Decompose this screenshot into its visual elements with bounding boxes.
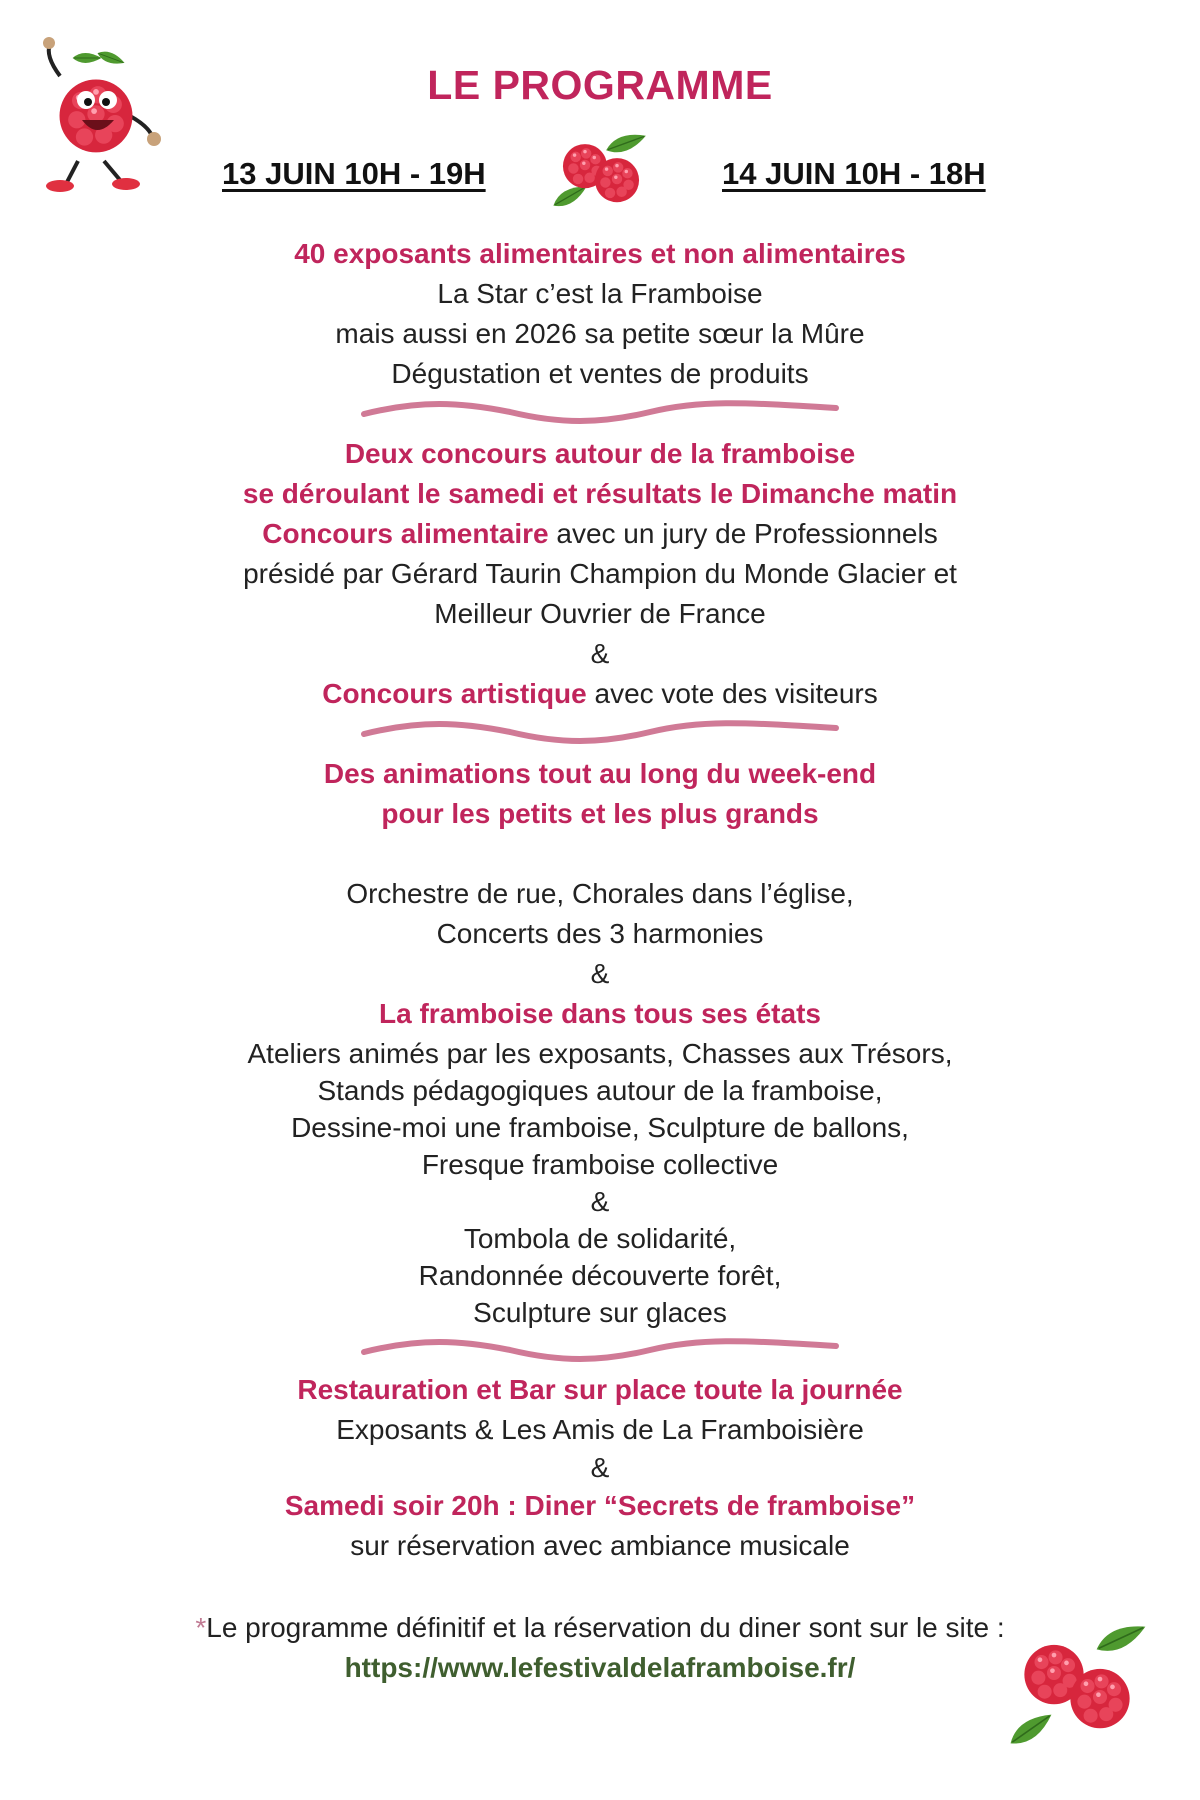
dinner-heading: Samedi soir 20h : Diner “Secrets de framboise” xyxy=(284,1490,916,1521)
text-line: sur réservation avec ambiance musicale xyxy=(350,1530,850,1561)
text-line: Fresque framboise collective xyxy=(421,1149,779,1180)
text-line: Stands pédagogiques autour de la framboise, xyxy=(317,1075,883,1106)
text-line: Meilleur Ouvrier de France xyxy=(434,598,766,629)
text-line: Exposants & Les Amis de La Framboisière xyxy=(336,1414,864,1445)
text-line: Sculpture sur glaces xyxy=(473,1297,727,1328)
raspberries-icon xyxy=(1005,1620,1155,1750)
asterisk: * xyxy=(195,1612,207,1643)
text-line: La Star c’est la Framboise xyxy=(437,278,763,309)
text-line: mais aussi en 2026 sa petite sœur la Mûre xyxy=(335,318,865,349)
raspberries-icon xyxy=(548,128,652,214)
wave-divider xyxy=(360,396,840,430)
wave-divider xyxy=(360,1334,840,1368)
catering-heading: Restauration et Bar sur place toute la journée xyxy=(297,1374,903,1405)
contest-food-label: Concours alimentaire xyxy=(262,518,549,549)
text-line: Randonnée découverte forêt, xyxy=(418,1260,782,1291)
contests-heading: se déroulant le samedi et résultats le Dimanche matin xyxy=(242,478,958,509)
raspberry-mascot-icon xyxy=(30,36,162,196)
date-day-two: 14 JUIN 10H - 18H xyxy=(722,156,986,191)
text-line: Ateliers animés par les exposants, Chasses aux Trésors, xyxy=(247,1038,953,1069)
text-line: présidé par Gérard Taurin Champion du Monde Glacier et xyxy=(243,558,957,589)
ampersand: & xyxy=(590,958,610,989)
animations-heading: pour les petits et les plus grands xyxy=(381,798,819,829)
contest-art-label: Concours artistique xyxy=(322,678,587,709)
date-day-one: 13 JUIN 10H - 19H xyxy=(222,156,486,191)
contests-heading: Deux concours autour de la framboise xyxy=(344,438,856,469)
animations-heading: Des animations tout au long du week-end xyxy=(323,758,877,789)
contest-art-text: avec vote des visiteurs xyxy=(586,678,878,709)
raspberry-states-heading: La framboise dans tous ses états xyxy=(379,998,821,1029)
wave-divider xyxy=(360,716,840,750)
page-title: LE PROGRAMME xyxy=(427,62,773,108)
contest-food-text: avec un jury de Professionnels xyxy=(548,518,938,549)
text-line: Concerts des 3 harmonies xyxy=(436,918,764,949)
footer-note-text: Le programme définitif et la réservation du diner sont sur le site : xyxy=(206,1612,1005,1643)
ampersand: & xyxy=(590,638,610,669)
text-line: Tombola de solidarité, xyxy=(463,1223,737,1254)
contest-food-line xyxy=(0,514,1200,554)
text-line: Orchestre de rue, Chorales dans l’église, xyxy=(346,878,854,909)
exhibitors-heading: 40 exposants alimentaires et non alimentaires xyxy=(294,238,906,269)
text-line: Dessine-moi une framboise, Sculpture de ballons, xyxy=(291,1112,909,1143)
ampersand: & xyxy=(590,1452,610,1483)
text-line: Dégustation et ventes de produits xyxy=(391,358,809,389)
website-link[interactable]: https://www.lefestivaldelaframboise.fr/ xyxy=(344,1652,856,1683)
contest-art-line xyxy=(0,674,1200,714)
ampersand: & xyxy=(590,1186,610,1217)
